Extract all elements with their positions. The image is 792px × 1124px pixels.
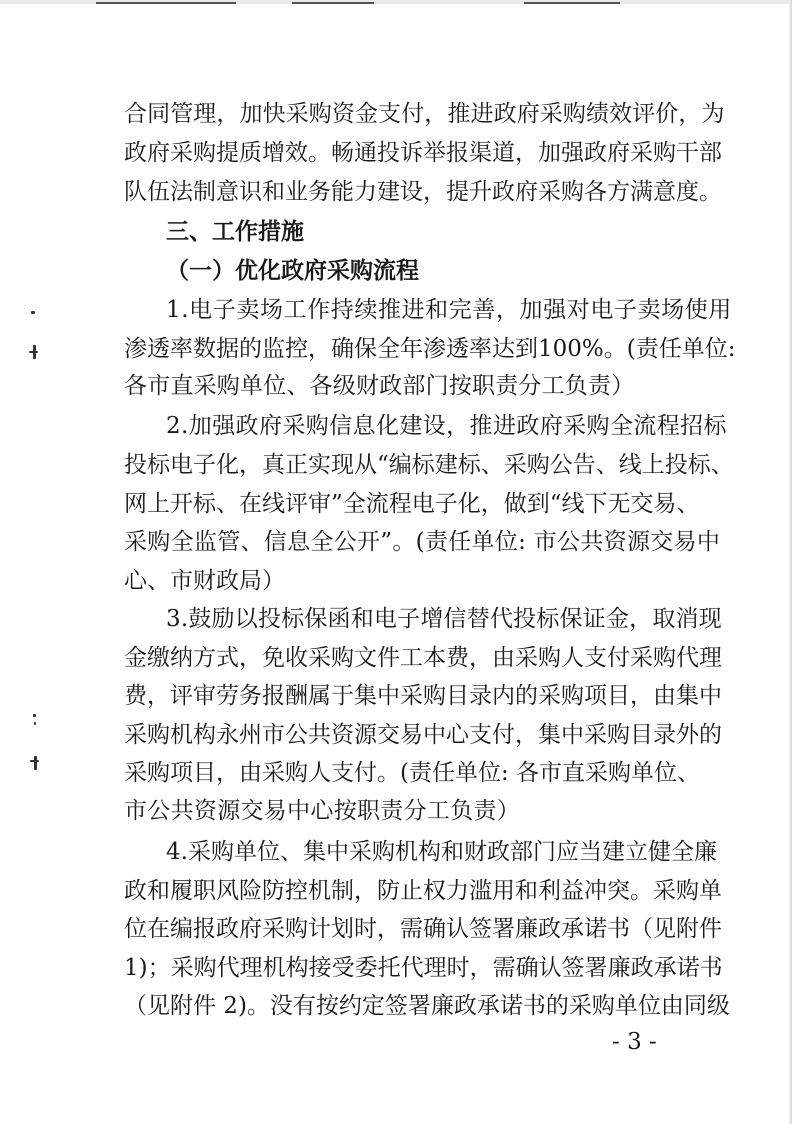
body-text-line: [0, 909, 792, 949]
text-run: 合同管理，加快采购资金支付，推进政府采购绩效评价，为: [124, 101, 725, 127]
text-run: 费，评审劳务报酬属于集中采购目录内的采购项目，由集中: [124, 683, 722, 709]
text-run: 政府采购提质增效。畅通投诉举报渠道，加强政府采购干部: [124, 140, 722, 166]
text-run: 投标电子化，真正实现从“编标建标、采购公告、线上投标、: [124, 452, 734, 478]
body-text-line: [0, 561, 792, 601]
scan-mark: [524, 2, 620, 4]
body-text-line: [0, 753, 792, 793]
text-run: 4.采购单位、集中采购机构和财政部门应当建立健全廉: [166, 839, 717, 865]
text-run: 各市直采购单位、各级财政部门按职责分工负责）: [124, 373, 635, 399]
text-run: 2.加强政府采购信息化建设，推进政府采购全流程招标: [166, 413, 727, 439]
text-run: 3.鼓励以投标保函和电子增信替代投标保证金，取消现: [166, 606, 722, 632]
text-run: 网上开标、在线评审”全流程电子化，做到“线下无交易、: [124, 491, 700, 517]
text-run: 采购项目，由采购人支付。(责任单位: 各市直采购单位、: [124, 760, 701, 786]
text-run: （见附件 2)。没有按约定签署廉政承诺书的采购单位由同级: [124, 993, 730, 1019]
text-run: 金缴纳方式，免收采购文件工本费，由采购人支付采购代理: [124, 645, 722, 671]
text-run: 渗透率数据的监控，确保全年渗透率达到100%。(责任单位:: [124, 336, 736, 362]
body-text-line: [0, 715, 792, 755]
body-text-line: [0, 522, 792, 562]
body-text-line: [0, 329, 792, 369]
body-text-line: [0, 484, 792, 524]
page-number: - 3 -: [612, 1029, 657, 1055]
body-text-line: [0, 290, 792, 330]
body-text-line: [0, 948, 792, 988]
text-run: （一）优化政府采购流程: [166, 257, 419, 284]
body-text-line: [0, 94, 792, 134]
body-text-line: [0, 406, 792, 446]
text-run: 三、工作措施: [166, 219, 304, 245]
scan-mark: [292, 2, 374, 4]
subsection-heading: [0, 251, 792, 291]
body-text-line: [0, 832, 792, 872]
body-text-line: [0, 366, 792, 406]
body-text-line: [0, 599, 792, 639]
body-text-line: [0, 791, 792, 831]
text-run: 心、市财政局）: [124, 568, 285, 594]
body-text-line: [0, 986, 792, 1026]
section-heading: [0, 212, 792, 252]
body-text-line: [0, 638, 792, 678]
text-run: 政和履职风险防控机制，防止权力滥用和利益冲突。采购单: [124, 878, 722, 904]
body-text-line: [0, 676, 792, 716]
text-run: 采购全监管、信息全公开”。(责任单位: 市公共资源交易中: [124, 529, 721, 555]
body-text-line: [0, 871, 792, 911]
body-text-line: [0, 445, 792, 485]
text-run: 1)；采购代理机构接受委托代理时，需确认签署廉政承诺书: [124, 955, 723, 981]
text-run: 位在编报政府采购计划时，需确认签署廉政承诺书（见附件: [124, 916, 722, 942]
text-run: 采购机构永州市公共资源交易中心支付，集中采购目录外的: [124, 722, 722, 748]
text-run: 1.电子卖场工作持续推进和完善，加强对电子卖场使用: [166, 297, 732, 323]
body-text-line: [0, 172, 792, 212]
text-run: 队伍法制意识和业务能力建设，提升政府采购各方满意度。: [124, 179, 722, 205]
body-text-line: [0, 133, 792, 173]
scan-mark: [96, 2, 236, 4]
text-run: 市公共资源交易中心按职责分工负责）: [124, 798, 521, 824]
